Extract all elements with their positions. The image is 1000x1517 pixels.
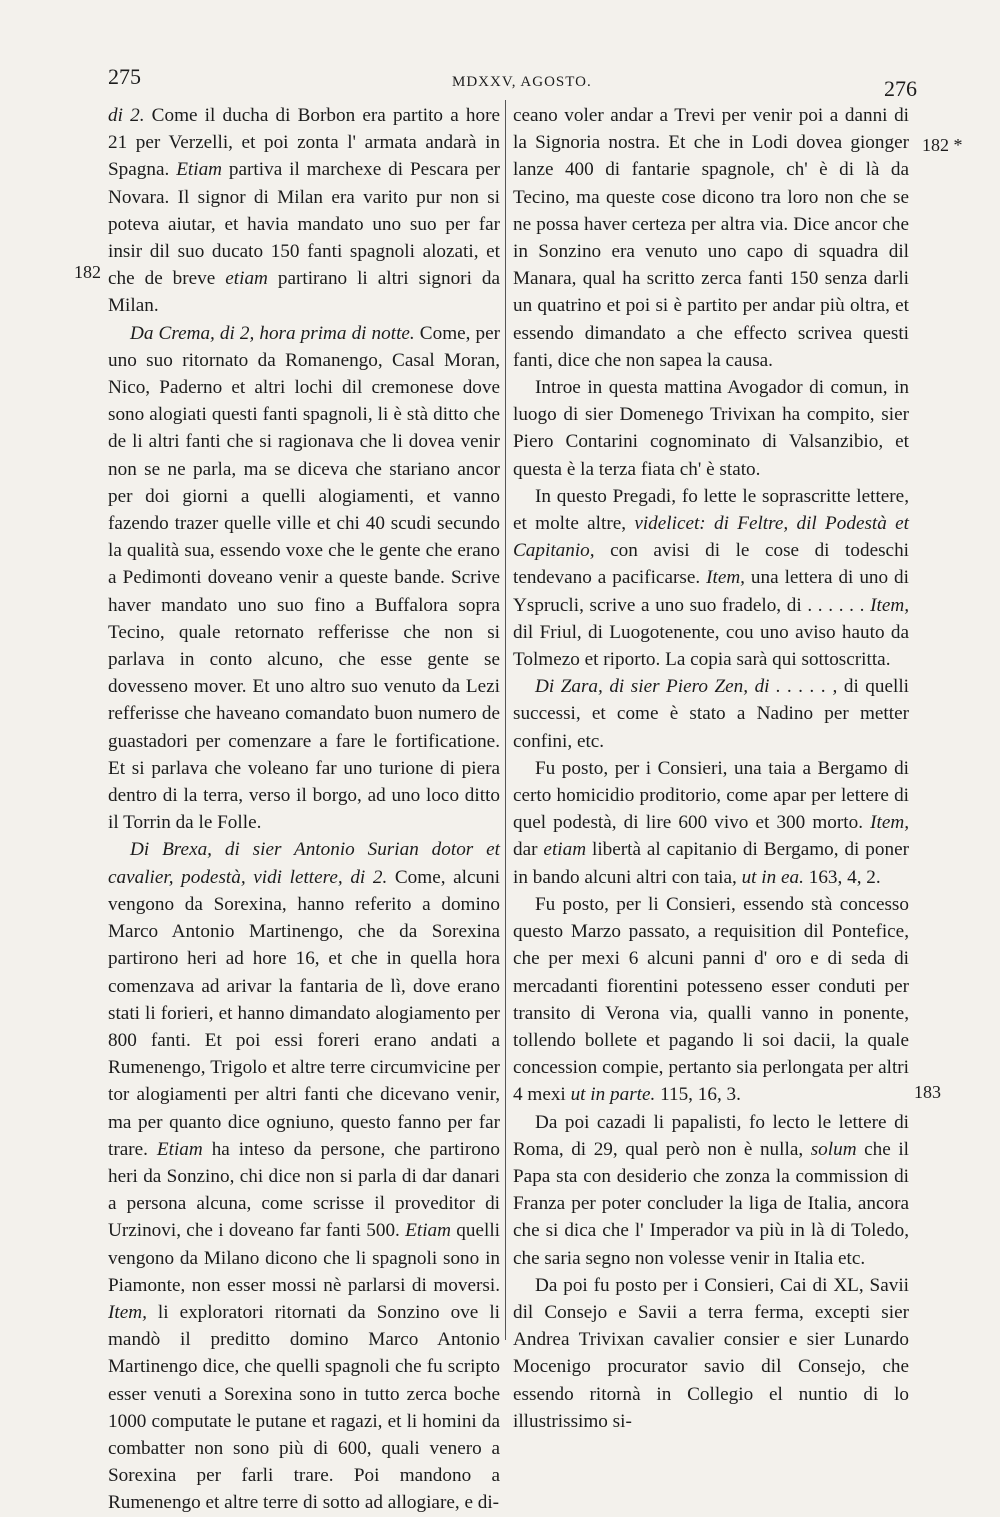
italic-text: solum xyxy=(810,1138,857,1160)
text-run: Come il ducha di Borbon era partito a hore 21 per Verzelli, et poi zonta l' armata andarà in Spagna. xyxy=(108,105,500,181)
italic-text: etiam xyxy=(543,839,587,861)
italic-text: Etiam xyxy=(176,159,223,181)
page-number-right: 276 xyxy=(884,76,917,101)
italic-text: videlicet: di Feltre, dil Podestà et Capitanio, xyxy=(513,513,909,562)
right-column xyxy=(513,102,909,1435)
text-run: Da poi cazadi li papalisti, fo lecto le lettere di Roma, di 29, qual però non è nulla, xyxy=(513,1111,909,1160)
text-run: Come, per uno suo ritornato da Romanengo, Casal Moran, Nico, Paderno et altri lochi dil cremonese dove sono alogiati questi fanti spagnoli, li è stà ditto che de li altri fanti che si ragionava che li dovea venir non se ne parla, ma se diceva che stariano ancor per doi giorni a quelli alogiamenti, et vanno fazendo trazer quelle ville et chi 40 scudi secundo la qualità sua, essendo voxe che le gente che erano a Pedimonti doveano venir a queste bande. Scrive haver mandato uno suo fino a Buffalora sopra Tecino, quale retornato refferisse che non si parlava in conto alcuno, che esse gente se dovesseno mover. Et uno altro suo venuto da Lezi refferisse che haveano comandato buon numero de guastadori per comenzare a fare le fortificatione. Et si parlava che voleano far uno turione di piera dentro di la terra, verso il borgo, ad uno loco ditto il Torrin da le Folle. xyxy=(108,322,500,834)
column-divider xyxy=(505,100,506,1340)
text-run: ha inteso da persone, che partirono heri da Sonzino, chi dice non si parla di dar danari a persona alcuna, come scrisse il proveditor di Urzinovi, che i doveano far fanti 500. xyxy=(108,1138,500,1242)
italic-text: Etiam xyxy=(405,1220,451,1242)
text-run: dil Friul, di Luogotenente, cou uno aviso hauto da Tolmezo et riporto. La copia sarà qui sottoscritta. xyxy=(513,621,909,671)
text-run: Da poi fu posto per i Consieri, Cai di XL, Savii dil Consejo e Savii a terra ferma, excepti sier Andrea Trivixan cavalier consier e sier Lunardo Mocenigo procurator savio dil Consejo, che essendo ritornà in Collegio el nuntio di lo illustrissimo si- xyxy=(513,1274,909,1432)
paragraph xyxy=(513,1272,909,1435)
italic-text: Da Crema, di 2, hora prima di notte. xyxy=(130,322,415,344)
text-run: 163, 4, 2. xyxy=(803,866,881,888)
text-run: li exploratori ritornati da Sonzino ove li mandò il preditto domino Marco Antonio Martinengo dice, che quelli spagnoli che fu scripto esser venuti a Sorexina sono in tutto zerca boche 1000 computate le putane et ragazi, et li homini da combatter non sono più di 600, quali venero a Sorexina per farli trare. Poi mandono a Rumenengo et altre terre di sotto ad allogiare, e di- xyxy=(108,1301,500,1514)
paragraph xyxy=(108,102,500,320)
italic-text: Di Brexa, di sier Antonio Surian dotor et cavalier, podestà, vidi lettere, di 2. xyxy=(108,839,500,888)
italic-text: Item, xyxy=(870,812,909,834)
text-run: di quelli successi, et come è stato a Nadino per metter confini, etc. xyxy=(513,676,910,752)
text-run: con avisi di le cose di todeschi tendevano a pacificarse. xyxy=(513,540,909,589)
margin-note-right-2: 183 xyxy=(914,1082,941,1102)
paragraph xyxy=(513,891,909,1109)
text-run: quelli vengono da Milano dicono che li spagnoli sono in Piamonte, non esser mossi nè parlarsi di moversi. xyxy=(108,1220,501,1296)
text-run: Fu posto, per i Consieri, una taia a Bergamo di certo homicidio proditorio, come apar per lettere di quel podestà, di lire 600 vivo et 300 morto. xyxy=(513,757,909,834)
italic-text: di 2. xyxy=(108,105,145,126)
paragraph xyxy=(513,102,909,374)
italic-text: Item, xyxy=(706,567,745,589)
paragraph xyxy=(513,755,909,891)
text-run: Introe in questa mattina Avogador di comun, in luogo di sier Domenego Trivixan ha compito, sier Piero Contarini cognominato di Valsanzibio, et questa è la terza fiata ch' è stato. xyxy=(513,377,909,480)
text-run: Fu posto, per li Consieri, essendo stà concesso questo Marzo passato, a requisition dil Pontefice, che per mexi 6 alcuni panni d' oro e di seda di mercadanti fiorentini potesseno esser conduti per transito di Verona via, qualli vanno in ponente, tollendo bollete et pagando li soi dacii, la quale concession compie, pertanto sia perlongata per altri 4 mexi xyxy=(513,893,909,1106)
text-run: partiva il marchexe di Pescara per Novara. Il signor di Milan era varito pur non si poteva aiutar, et havia mandato uno suo per far insir dil suo ducato 150 fanti spagnoli alozati, et che de breve xyxy=(108,159,500,290)
text-run: che il Papa sta con desiderio che zonza la commission di Franza per poter concluder la liga de Italia, ancora che si dica che l' Imperador va più in là di Toledo, che saria segno non volesse venir in Italia etc. xyxy=(513,1138,909,1269)
left-column xyxy=(108,102,500,1517)
text-run: Come, alcuni vengono da Sorexina, hanno referito a domino Marco Antonio Martinengo, che da Sorexina partirono heri ad hore 16, et che in quella hora comenzava ad arivar la fantaria de lì, dove erano stati li forieri, et hanno dimandato alogiamento per 800 fanti. Et poi essi foreri erano andati a Rumenengo, Trigolo et altre terre circumvicine per tor alogiamenti per altri fanti che dicevano venir, ma per quanto dice ogniuno, questo fanno per far trare. xyxy=(108,866,501,1160)
text-run: libertà al capitanio di Bergamo, di poner in bando alcuni altri con taia, xyxy=(513,839,909,888)
paragraph xyxy=(513,673,909,755)
text-run: partirano li altri signori da Milan. xyxy=(108,268,500,317)
italic-text: Etiam xyxy=(156,1138,203,1160)
text-run: 115, 16, 3. xyxy=(655,1084,741,1106)
italic-text: Item, xyxy=(870,594,909,616)
paragraph xyxy=(513,374,909,483)
italic-text: ut in parte. xyxy=(570,1084,656,1106)
text-run: ceano voler andar a Trevi per venir poi a danni di la Signoria nostra. Et che in Lodi dovea gionger lanze 400 di fantarie spagnole, ch' è di là da Tecino, ma queste cose dicono tra loro non che se ne possa haver certeza per altra via. Dice ancor che in Sonzino era venuto uno capo di squadra dil Manara, qual ha scritto zerca fanti 150 senza darli un quatrino et poi si è partito per andar più oltra, et essendo dimandato a che effecto scrivea questi fanti, dice che non sapea la causa. xyxy=(513,105,909,371)
page-number-left: 275 xyxy=(108,64,141,89)
margin-note-left: 182 xyxy=(74,262,101,282)
text-run: dar xyxy=(513,839,544,861)
italic-text: etiam xyxy=(225,268,268,290)
paragraph xyxy=(513,1109,909,1272)
italic-text: Di Zara, di sier Piero Zen, di . . . . . , xyxy=(535,676,838,698)
italic-text: ut in ea. xyxy=(741,866,804,888)
text-run: una lettera di uno di Ysprucli, scrive a uno suo fradelo, di . . . . . . xyxy=(513,567,909,616)
paragraph xyxy=(108,320,500,837)
paragraph xyxy=(513,483,909,673)
text-run: In questo Pregadi, fo lette le soprascritte lettere, et molte altre, xyxy=(513,485,909,535)
running-head: MDXXV, AGOSTO. xyxy=(452,74,592,90)
paragraph xyxy=(108,836,500,1516)
italic-text: Item, xyxy=(108,1301,147,1323)
margin-note-right-1: 182 * xyxy=(922,135,963,155)
